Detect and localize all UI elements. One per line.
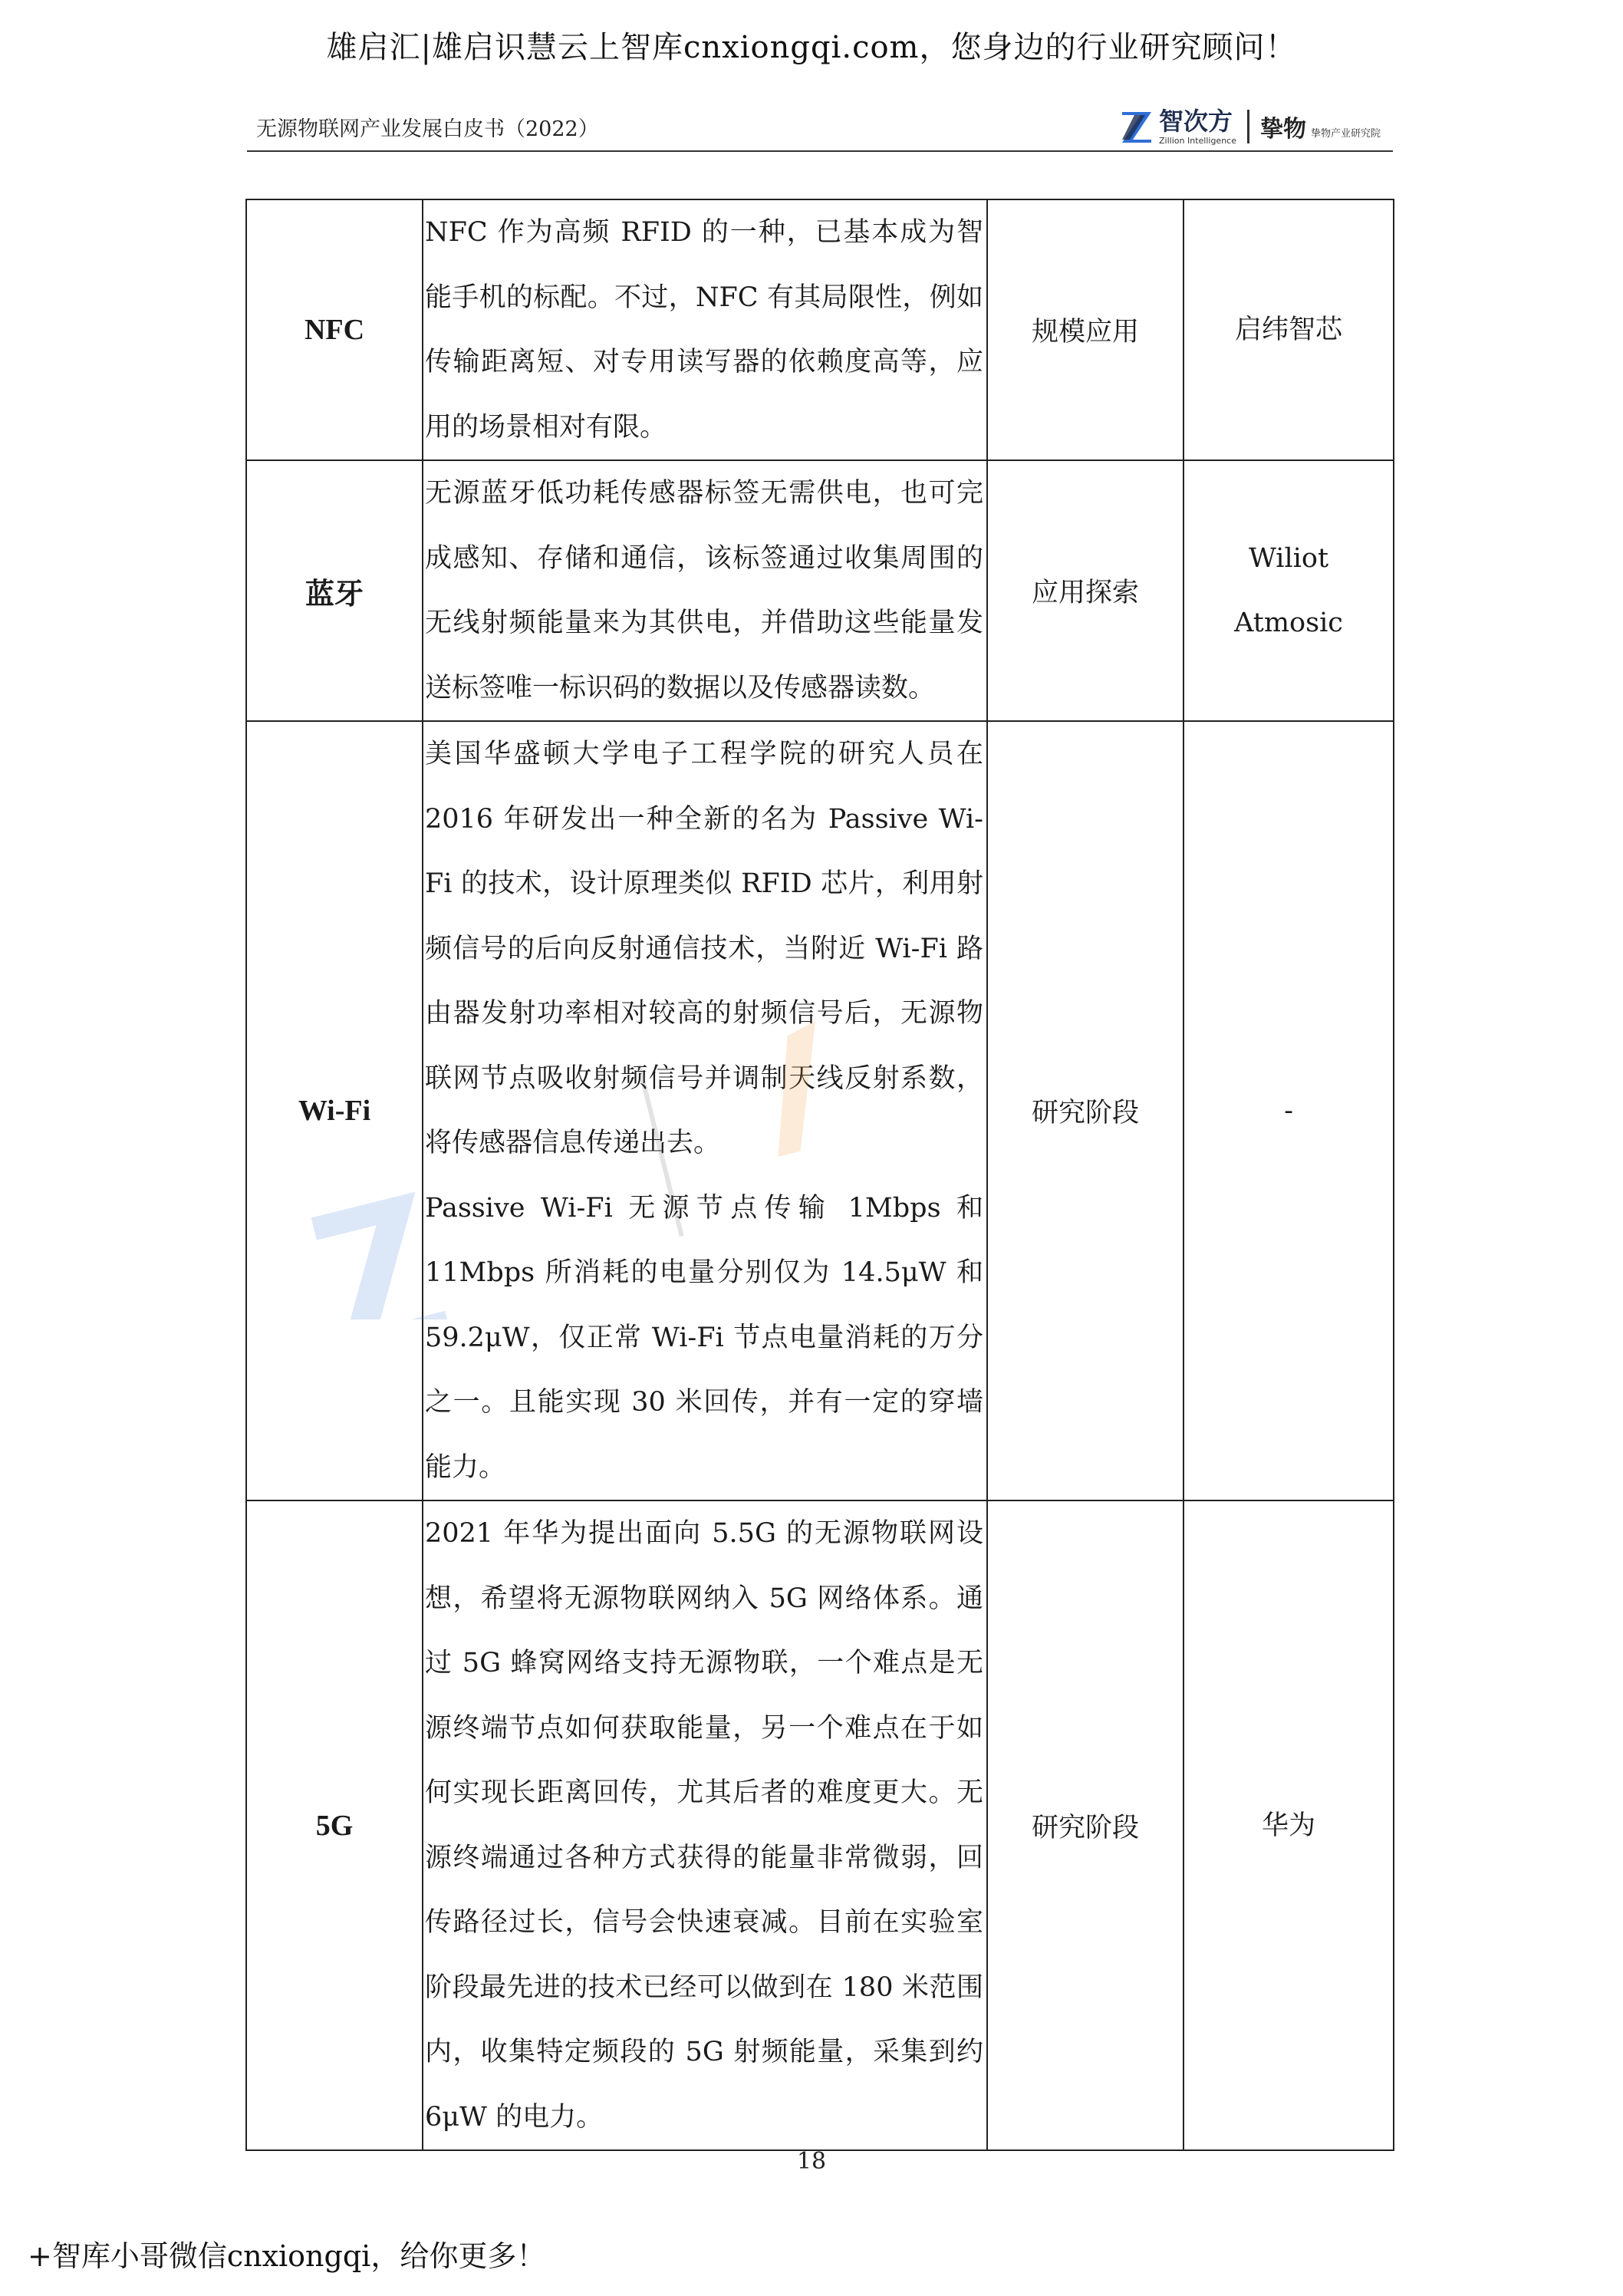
- description-cell: [423, 721, 987, 1500]
- description-text: 2021 年华为提出面向 5.5G 的无源物联网设想，希望将无源物联网纳入 5G 网络体系。通过 5G 蜂窝网络支持无源物联，一个难点是无源终端节点如何获取能量，另一个难点在于如何实现长距离回传，尤其后者的难度更大。无源终端通过各种方式获得的能量非常微弱，回传路径过长，信号会快速衰减。目前在实验室阶段最先进的技术已经可以做到在 180 米范围内，收集特定频段的 5G 射频能量，采集到约 6μW 的电力。: [425, 1518, 983, 2133]
- description-cell: [423, 1500, 987, 2150]
- tech-cell: 5G: [246, 1500, 423, 2150]
- description-cell: [423, 199, 987, 460]
- description-cell: [423, 460, 987, 721]
- zillion-logo-icon: [1119, 109, 1154, 144]
- stage-cell: 研究阶段: [987, 1500, 1184, 2150]
- tech-cell: [246, 460, 423, 721]
- description-text: Passive Wi-Fi 无源节点传输 1Mbps 和 11Mbps 所消耗的电量分别仅为 14.5μW 和 59.2μW，仅正常 Wi-Fi 节点电量消耗的万分之一。且能实现 30 米回传，并有一定的穿墙能力。: [425, 1192, 983, 1483]
- stage-cell: 规模应用: [987, 199, 1184, 460]
- zillion-logo-text: [1159, 106, 1236, 146]
- company-name: 启纬智芯: [1234, 315, 1342, 345]
- company-name: -: [1284, 1095, 1293, 1126]
- tech-cell: Wi-Fi: [246, 721, 423, 1500]
- company-name: 华为: [1261, 1810, 1315, 1841]
- stage-cell: 研究阶段: [987, 721, 1184, 1500]
- company-cell: [1184, 460, 1394, 721]
- document-header: [253, 107, 1388, 153]
- company-name: Atmosic: [1234, 608, 1343, 638]
- stage-cell: 应用探索: [987, 460, 1184, 721]
- table-row: [246, 199, 1394, 460]
- technology-table: [245, 199, 1394, 2151]
- header-logos: [1119, 107, 1381, 146]
- description-text: NFC 作为高频 RFID 的一种，已基本成为智能手机的标配。不过，NFC 有其局限性，例如传输距离短、对专用读写器的依赖度高等，应用的场景相对有限。: [425, 217, 983, 443]
- document-title: 无源物联网产业发展白皮书（2022）: [256, 117, 599, 141]
- zillion-logo-cn: 智次方: [1159, 106, 1233, 136]
- zhiwu-logo-text: 挚物产业研究院: [1310, 127, 1381, 140]
- company-name: Wiliot: [1248, 543, 1329, 574]
- tech-name: 蓝牙: [305, 576, 364, 611]
- description-text: 美国华盛顿大学电子工程学院的研究人员在 2016 年研发出一种全新的名为 Passive Wi-Fi 的技术，设计原理类似 RFID 芯片，利用射频信号的后向反射通信技术，当附近 Wi-Fi 路由器发射功率相对较高的射频信号后，无源物联网节点吸收射频信号并调制天线反射系数，将传感器信息传递出去。: [425, 739, 983, 1158]
- company-cell: [1184, 199, 1394, 460]
- company-cell: [1184, 721, 1394, 1500]
- company-cell: [1184, 1500, 1394, 2150]
- footer-promo: +智库小哥微信cnxiongqi，给你更多！: [28, 2239, 546, 2273]
- header-rule: [247, 150, 1393, 152]
- top-banner: 雄启汇|雄启识慧云上智库cnxiongqi.com，您身边的行业研究顾问！: [326, 30, 1297, 65]
- page-number: 18: [796, 2148, 827, 2175]
- zhiwu-logo-mark: 挚物: [1259, 116, 1306, 143]
- description-text: 无源蓝牙低功耗传感器标签无需供电，也可完成感知、存储和通信，该标签通过收集周围的无线射频能量来为其供电，并借助这些能量发送标签唯一标识码的数据以及传感器读数。: [425, 478, 983, 703]
- logo-divider: [1247, 110, 1249, 143]
- zillion-logo-en: Zillion Intelligence: [1159, 135, 1236, 146]
- tech-cell: NFC: [246, 199, 423, 460]
- table-row: [246, 1500, 1394, 2150]
- table-row: [246, 460, 1394, 721]
- table-row: [246, 721, 1394, 1500]
